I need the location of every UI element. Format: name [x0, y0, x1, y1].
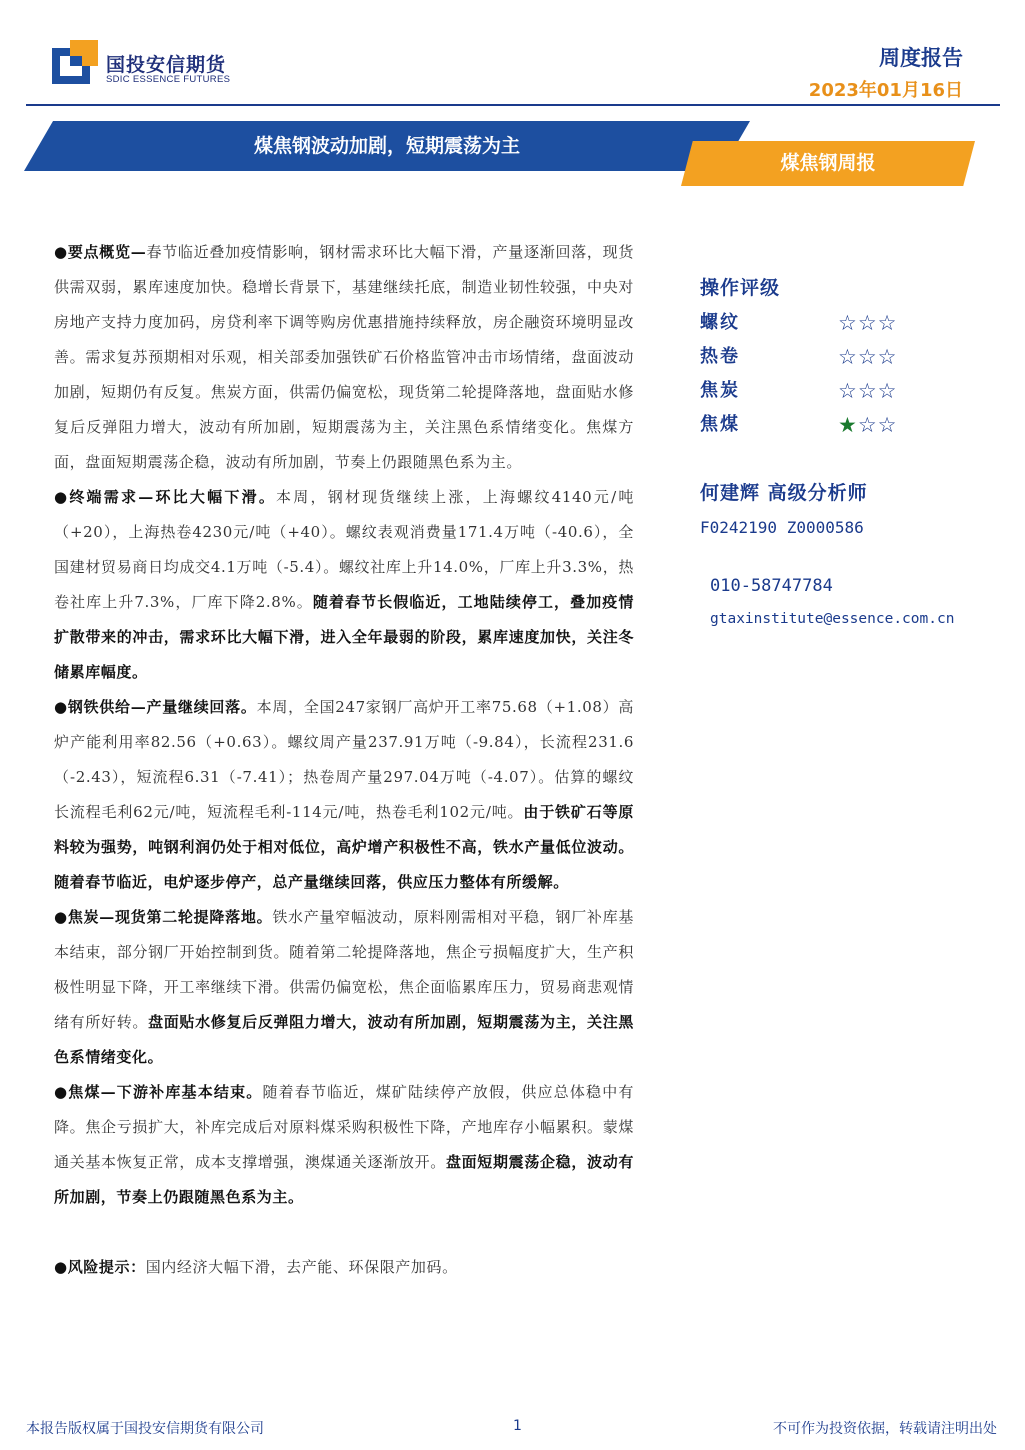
company-logo [52, 40, 98, 84]
page-number: 1 [513, 1418, 522, 1434]
analyst-certificate: F0242190 Z0000586 [700, 518, 864, 537]
report-subtitle: 煤焦钢周报 [780, 152, 876, 174]
footer-disclaimer: 不可作为投资依据，转载请注明出处 [773, 1421, 997, 1437]
rating-row-coke [700, 374, 1020, 408]
section-conclusion: 由于铁矿石等原料较为强势，吨钢利润仍处于相对低位，高炉增产积极性不高，铁水产量低位波动。随着春节临近，电炉逐步停产，总产量继续回落，供应压力整体有所缓解。 [54, 803, 634, 891]
star-rating-icon: ★☆☆ [838, 413, 898, 437]
section-text: 本周，钢材现货继续上涨，上海螺纹4140元/吨（+20），上海热卷4230元/吨（+40）。螺纹表观消费量171.4万吨（-40.6），全国建材贸易商日均成交4.1万吨（-5.4）。螺纹社库上升14.0%，厂库上升3.3%，热卷社库上升7.3%，厂库下降2.8%。 [54, 488, 634, 611]
header-divider [26, 104, 1000, 106]
section-conclusion: 盘面短期震荡企稳，波动有所加剧，节奏上仍跟随黑色系为主。 [54, 1153, 634, 1206]
section-demand [54, 480, 634, 690]
logo-text-en: SDIC ESSENCE FUTURES [106, 74, 231, 85]
section-heading: ●钢铁供给—产量继续回落。 [54, 698, 257, 716]
report-date: 2023年01月16日 [808, 80, 963, 101]
section-text: 本周，全国247家钢厂高炉开工率75.68（+1.08）高炉产能利用率82.56（+0.63）。螺纹周产量237.91万吨（-9.84），长流程231.6（-2.43），短流程6.31（-7.41）；热卷周产量297.04万吨（-4.07）。估算的螺纹长流程毛利62元/吨，短流程毛利-114元/吨，热卷毛利102元/吨。 [54, 698, 634, 821]
section-text: 春节临近叠加疫情影响，钢材需求环比大幅下滑，产量逐渐回落，现货供需双弱，累库速度加快。稳增长背景下，基建继续托底，制造业韧性较强，中央对房地产支持力度加码，房贷利率下调等购房优惠措施持续释放，房企融资环境明显改善。需求复苏预期相对乐观，相关部委加强铁矿石价格监管冲击市场情绪，盘面波动加剧，短期仍有反复。焦炭方面，供需仍偏宽松，现货第二轮提降落地，盘面贴水修复后反弹阻力增大，波动有所加剧，短期震荡为主，关注黑色系情绪变化。焦煤方面，盘面短期震荡企稳，波动有所加剧，节奏上仍跟随黑色系为主。 [54, 243, 634, 471]
section-coking-coal [54, 1075, 634, 1215]
star-rating-icon: ☆☆☆ [838, 311, 898, 335]
section-risk [54, 1250, 634, 1285]
contact-email[interactable]: gtaxinstitute@essence.com.cn [710, 611, 955, 627]
section-heading: ●焦炭—现货第二轮提降落地。 [54, 908, 273, 926]
rating-name: 热卷 [700, 346, 740, 367]
section-heading: ●终端需求—环比大幅下滑。 [54, 488, 277, 506]
rating-row-rebar [700, 306, 1020, 340]
main-content [54, 235, 634, 1285]
analyst-name: 何建辉 高级分析师 [700, 482, 868, 504]
rating-name: 焦炭 [700, 380, 740, 401]
contact-phone: 010-58747784 [710, 576, 833, 596]
section-text: 国内经济大幅下滑，去产能、环保限产加码。 [145, 1258, 458, 1276]
star-rating-icon: ☆☆☆ [838, 379, 898, 403]
report-type: 周度报告 [879, 46, 963, 70]
rating-name: 焦煤 [700, 414, 740, 435]
section-conclusion: 盘面贴水修复后反弹阻力增大，波动有所加剧，短期震荡为主，关注黑色系情绪变化。 [54, 1013, 634, 1066]
report-title: 煤焦钢波动加剧，短期震荡为主 [253, 135, 520, 157]
rating-row-coking-coal [700, 408, 1020, 442]
rating-row-hot-coil [700, 340, 1020, 374]
section-conclusion: 随着春节长假临近，工地陆续停工，叠加疫情扩散带来的冲击，需求环比大幅下滑，进入全年最弱的阶段，累库速度加快，关注冬储累库幅度。 [54, 593, 634, 681]
section-heading: ●要点概览— [54, 243, 147, 261]
section-supply [54, 690, 634, 900]
section-heading: ●焦煤—下游补库基本结束。 [54, 1083, 263, 1101]
star-rating-icon: ☆☆☆ [838, 345, 898, 369]
sidebar [700, 270, 1020, 634]
section-coke [54, 900, 634, 1075]
section-overview [54, 235, 634, 480]
section-text: 铁水产量窄幅波动，原料刚需相对平稳，钢厂补库基本结束，部分钢厂开始控制到货。随着第二轮提降落地，焦企亏损幅度扩大，生产积极性明显下降，开工率继续下滑。供需仍偏宽松，焦企面临累库压力，贸易商悲观情绪有所好转。 [54, 908, 634, 1031]
footer-copyright: 本报告版权属于国投安信期货有限公司 [26, 1421, 264, 1437]
section-heading: ●风险提示： [54, 1258, 146, 1276]
section-text: 随着春节临近，煤矿陆续停产放假，供应总体稳中有降。焦企亏损扩大，补库完成后对原料煤采购积极性下降，产地库存小幅累积。蒙煤通关基本恢复正常，成本支撑增强，澳煤通关逐渐放开。 [54, 1083, 634, 1171]
rating-title: 操作评级 [700, 277, 781, 299]
rating-name: 螺纹 [700, 312, 740, 333]
logo-text-cn: 国投安信期货 [106, 54, 227, 76]
